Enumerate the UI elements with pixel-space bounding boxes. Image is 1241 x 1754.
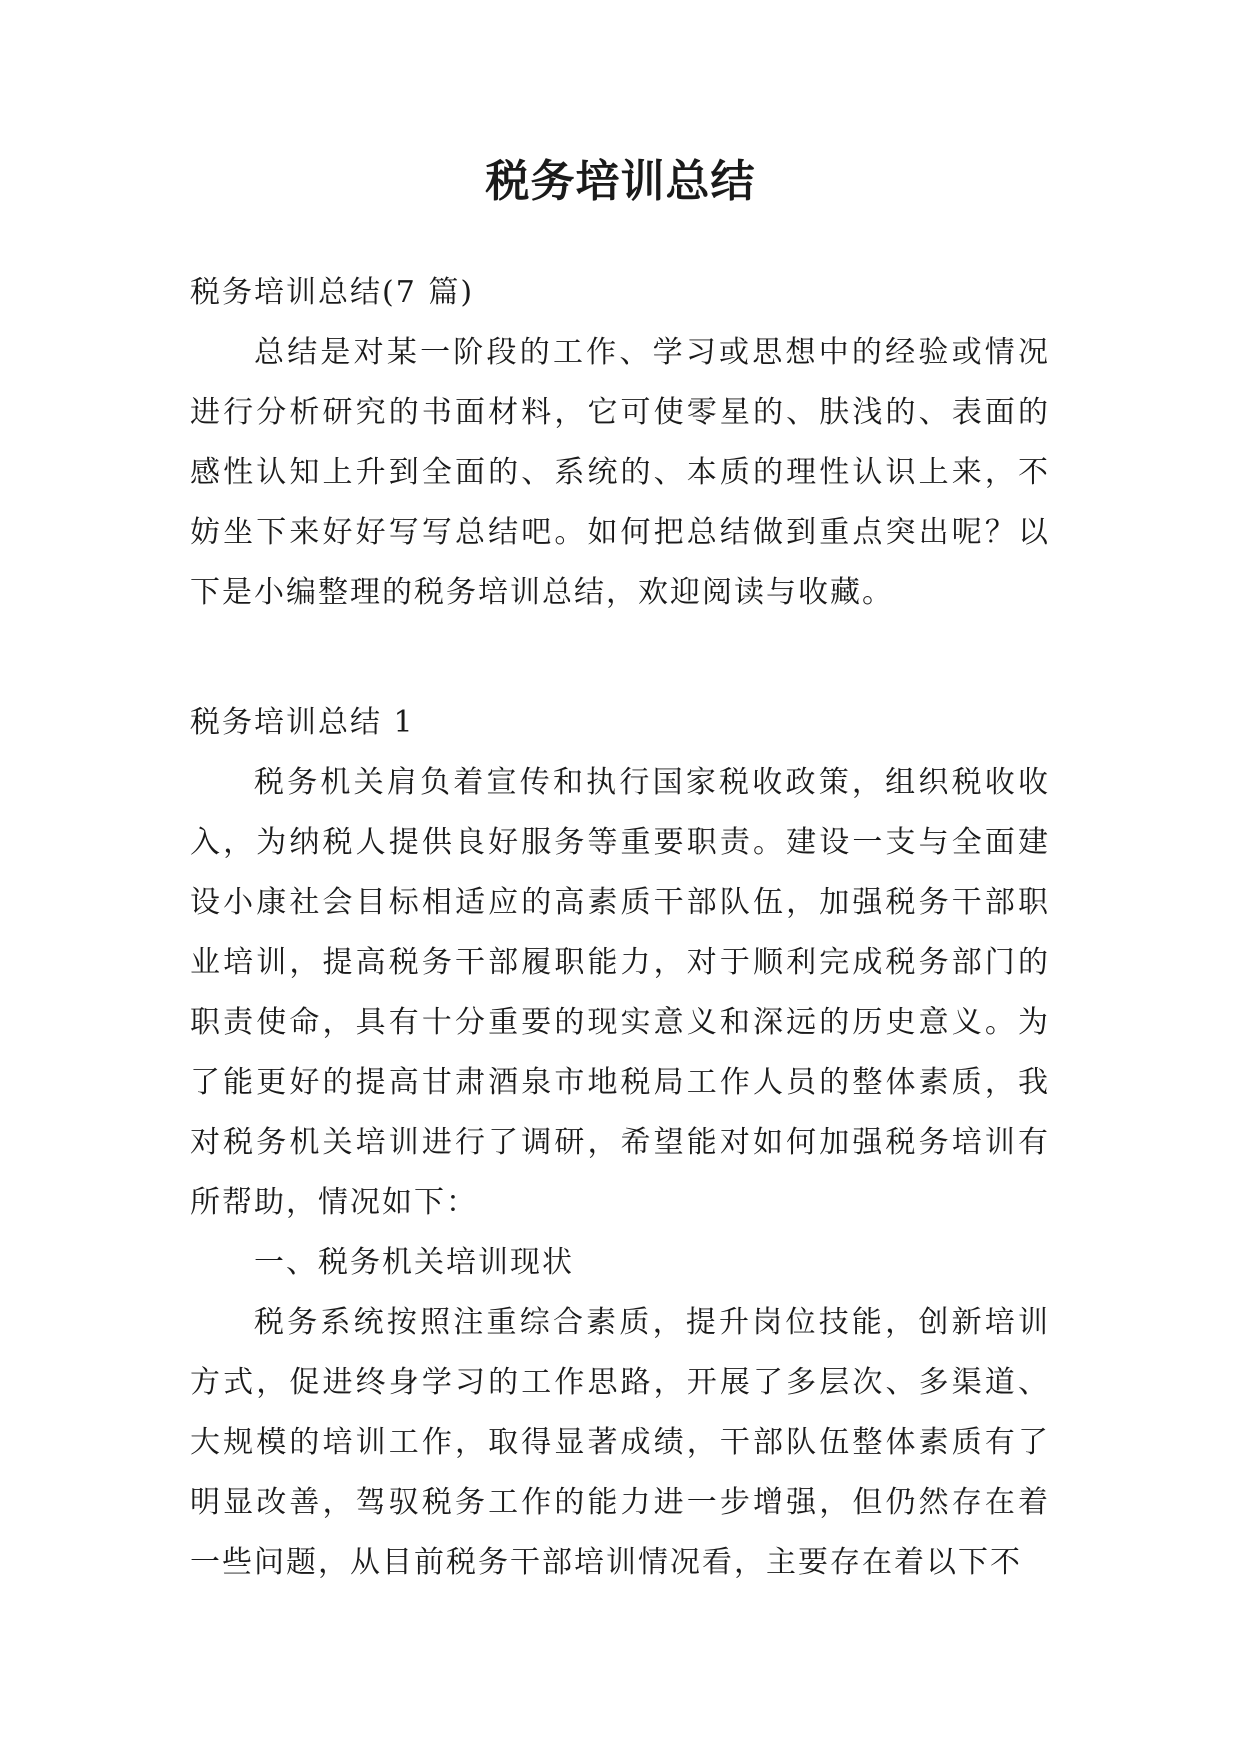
intro-paragraph: 总结是对某一阶段的工作、学习或思想中的经验或情况进行分析研究的书面材料，它可使零星的、肤浅的、表面的感性认知上升到全面的、系统的、本质的理性认识上来，不妨坐下来好好写写总结吧。如何把总结做到重点突出呢？以下是小编整理的税务培训总结，欢迎阅读与收藏。 <box>190 335 1050 610</box>
intro-block <box>190 263 1050 623</box>
section-1-paragraph-1: 税务机关肩负着宣传和执行国家税收政策，组织税收收入，为纳税人提供良好服务等重要职责。建设一支与全面建设小康社会目标相适应的高素质干部队伍，加强税务干部职业培训，提高税务干部履职能力，对于顺利完成税务部门的职责使命，具有十分重要的现实意义和深远的历史意义。为了能更好的提高甘肃酒泉市地税局工作人员的整体素质，我对税务机关培训进行了调研，希望能对如何加强税务培训有所帮助，情况如下： <box>190 765 1050 1220</box>
section-1-paragraph-2: 税务系统按照注重综合素质，提升岗位技能，创新培训方式，促进终身学习的工作思路，开展了多层次、多渠道、大规模的培训工作，取得显著成绩，干部队伍整体素质有了明显改善，驾驭税务工作的能力进一步增强，但仍然存在着一些问题，从目前税务干部培训情况看，主要存在着以下不 <box>190 1305 1050 1580</box>
section-1-heading: 税务培训总结 1 <box>190 705 415 740</box>
section-1-subheading: 一、税务机关培训现状 <box>254 1245 574 1280</box>
section-1 <box>190 693 1050 1593</box>
document-title: 税务培训总结 <box>485 156 756 207</box>
document-subtitle: 税务培训总结(7 篇) <box>190 275 475 310</box>
